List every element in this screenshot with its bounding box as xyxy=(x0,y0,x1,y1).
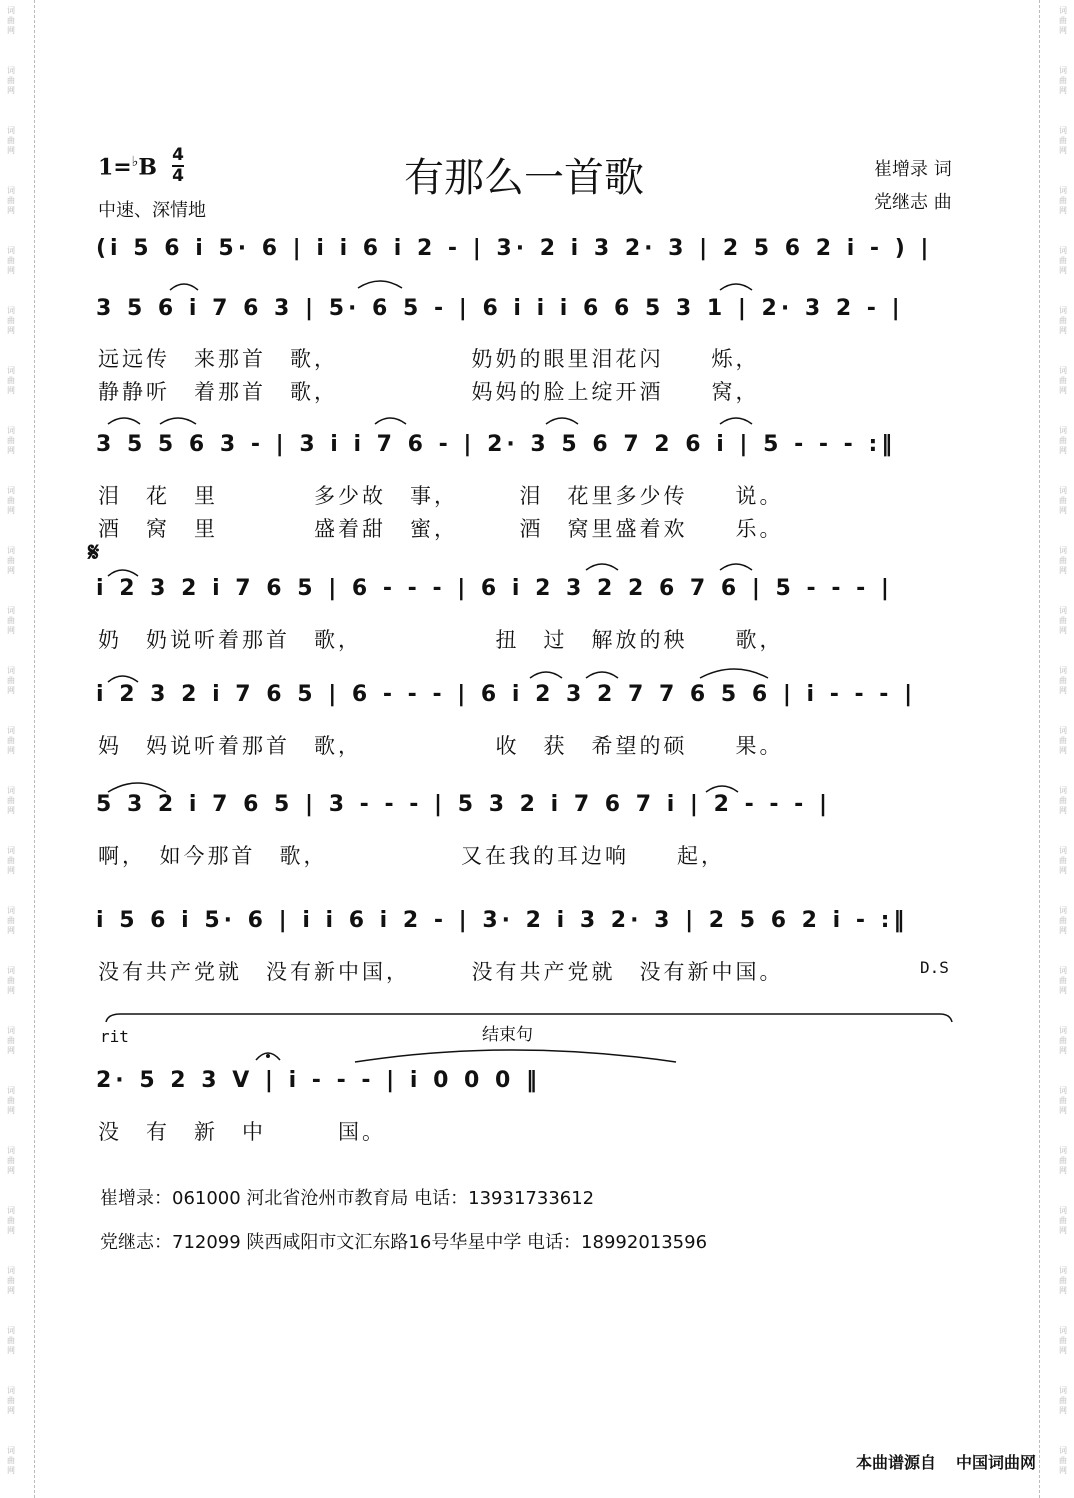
watermark-mark: 词曲网 xyxy=(1059,486,1067,515)
watermark-mark: 词曲网 xyxy=(7,906,15,935)
watermark-mark: 词曲网 xyxy=(1059,66,1067,95)
music-row-4: i 2 3 2 i 7 6 5 | 6 - - - | 6 i 2 3 2 2 6 7 6 | 5 - - - | xyxy=(96,576,893,601)
lyric-line-9: 没 有 新 中 国。 xyxy=(98,1120,386,1144)
music-row-6: 5 3 2 i 7 6 5 | 3 - - - | 5 3 2 i 7 6 7 i | 2 - - - | xyxy=(96,792,831,817)
watermark-mark: 词曲网 xyxy=(7,486,15,515)
watermark-mark: 词曲网 xyxy=(1059,6,1067,35)
composer-contact: 党继志：712099 陕西咸阳市文汇东路16号华星中学 电话：18992013596 xyxy=(100,1232,708,1253)
watermark-mark: 词曲网 xyxy=(7,1326,15,1355)
watermark-mark: 词曲网 xyxy=(7,726,15,755)
watermark-mark: 词曲网 xyxy=(1059,426,1067,455)
song-title: 有那么一首歌 xyxy=(404,155,644,201)
lyric-line-3: 泪 花 里 多少故 事， 泪 花里多少传 说。 xyxy=(98,484,784,508)
watermark-mark: 词曲网 xyxy=(1059,786,1067,815)
watermark-mark: 词曲网 xyxy=(1059,906,1067,935)
watermark-mark: 词曲网 xyxy=(7,1206,15,1235)
source-site: 中国词曲网 xyxy=(955,1453,1036,1472)
watermark-mark: 词曲网 xyxy=(7,666,15,695)
watermark-mark: 词曲网 xyxy=(1059,726,1067,755)
key-signature: 1=♭B xyxy=(98,154,157,181)
watermark-mark: 词曲网 xyxy=(1059,306,1067,335)
watermark-mark: 词曲网 xyxy=(1059,1326,1067,1355)
music-row-1: (i 5 6 i 5· 6 | i i 6 i 2 - | 3· 2 i 3 2· 3 | 2 5 6 2 i - ) | xyxy=(96,236,933,261)
music-row-7: i 5 6 i 5· 6 | i i 6 i 2 - | 3· 2 i 3 2· 3 | 2 5 6 2 i - :‖ xyxy=(96,908,909,933)
lyricist-contact: 崔增录：061000 河北省沧州市教育局 电话：13931733612 xyxy=(100,1188,595,1209)
watermark-mark: 词曲网 xyxy=(1059,546,1067,575)
watermark-mark: 词曲网 xyxy=(1059,1446,1067,1475)
lyric-line-8: 没有共产党就 没有新中国， 没有共产党就 没有新中国。 xyxy=(98,960,784,984)
watermark-mark: 词曲网 xyxy=(7,126,15,155)
watermark-mark: 词曲网 xyxy=(1059,1026,1067,1055)
watermark-mark: 词曲网 xyxy=(1059,846,1067,875)
watermark-mark: 词曲网 xyxy=(7,306,15,335)
lyric-line-1: 远远传 来那首 歌， 奶奶的眼里泪花闪 烁， xyxy=(98,347,760,371)
watermark-mark: 词曲网 xyxy=(7,66,15,95)
music-row-3: 3 5 5 6 3 - | 3 i i 7 6 - | 2· 3 5 6 7 2 6 i | 5 - - - :‖ xyxy=(96,432,897,457)
watermark-mark: 词曲网 xyxy=(7,546,15,575)
watermark-mark: 词曲网 xyxy=(7,1146,15,1175)
watermark-mark: 词曲网 xyxy=(1059,966,1067,995)
lyric-line-2: 静静听 着那首 歌， 妈妈的脸上绽开酒 窝， xyxy=(98,380,760,404)
watermark-mark: 词曲网 xyxy=(7,1266,15,1295)
lyric-line-7: 啊， 如今那首 歌， 又在我的耳边响 起， xyxy=(98,844,725,868)
watermark-mark: 词曲网 xyxy=(7,1386,15,1415)
watermark-mark: 词曲网 xyxy=(1059,186,1067,215)
watermark-mark: 词曲网 xyxy=(1059,126,1067,155)
music-row-8: 2· 5 2 3 V | i - - - | i 0 0 0 ‖ xyxy=(96,1068,541,1093)
segno-sign: 𝄋 xyxy=(88,538,100,568)
watermark-mark: 词曲网 xyxy=(1059,666,1067,695)
watermark-mark: 词曲网 xyxy=(7,186,15,215)
watermark-mark: 词曲网 xyxy=(7,1086,15,1115)
music-row-5: i 2 3 2 i 7 6 5 | 6 - - - | 6 i 2 3 2 7 7 6 5 6 | i - - - | xyxy=(96,682,917,707)
lyric-line-5: 奶 奶说听着那首 歌， 扭 过 解放的秧 歌， xyxy=(98,628,784,652)
watermark-mark: 词曲网 xyxy=(1059,1206,1067,1235)
watermark-mark: 词曲网 xyxy=(1059,1086,1067,1115)
watermark-mark: 词曲网 xyxy=(7,1446,15,1475)
watermark-mark: 词曲网 xyxy=(1059,606,1067,635)
watermark-mark: 词曲网 xyxy=(1059,1266,1067,1295)
watermark-mark: 词曲网 xyxy=(1059,246,1067,275)
lyricist-credit: 崔增录 词 xyxy=(874,159,952,180)
lyric-line-4: 酒 窝 里 盛着甜 蜜， 酒 窝里盛着欢 乐。 xyxy=(98,517,784,541)
watermark-mark: 词曲网 xyxy=(7,426,15,455)
watermark-mark: 词曲网 xyxy=(7,6,15,35)
rit-marking: rit xyxy=(100,1027,129,1046)
tempo-marking: 中速、深情地 xyxy=(98,200,206,221)
watermark-mark: 词曲网 xyxy=(7,846,15,875)
watermark-mark: 词曲网 xyxy=(1059,366,1067,395)
time-signature: 4 4 xyxy=(172,145,184,186)
source-label: 本曲谱源自 xyxy=(855,1453,936,1472)
watermark-mark: 词曲网 xyxy=(7,606,15,635)
music-row-2: 3 5 6 i 7 6 3 | 5· 6 5 - | 6 i i i 6 6 5 3 1 | 2· 3 2 - | xyxy=(96,296,904,321)
watermark-mark: 词曲网 xyxy=(7,366,15,395)
watermark-mark: 词曲网 xyxy=(1059,1386,1067,1415)
source-credit xyxy=(856,1450,1036,1473)
watermark-mark: 词曲网 xyxy=(7,786,15,815)
watermark-mark: 词曲网 xyxy=(1059,1146,1067,1175)
lyric-line-6: 妈 妈说听着那首 歌， 收 获 希望的硕 果。 xyxy=(98,734,784,758)
watermark-mark: 词曲网 xyxy=(7,1026,15,1055)
watermark-mark: 词曲网 xyxy=(7,966,15,995)
watermark-mark: 词曲网 xyxy=(7,246,15,275)
ending-label: 结束句 xyxy=(482,1025,533,1045)
composer-credit: 党继志 曲 xyxy=(874,192,952,213)
ds-marking: D.S xyxy=(920,958,949,977)
